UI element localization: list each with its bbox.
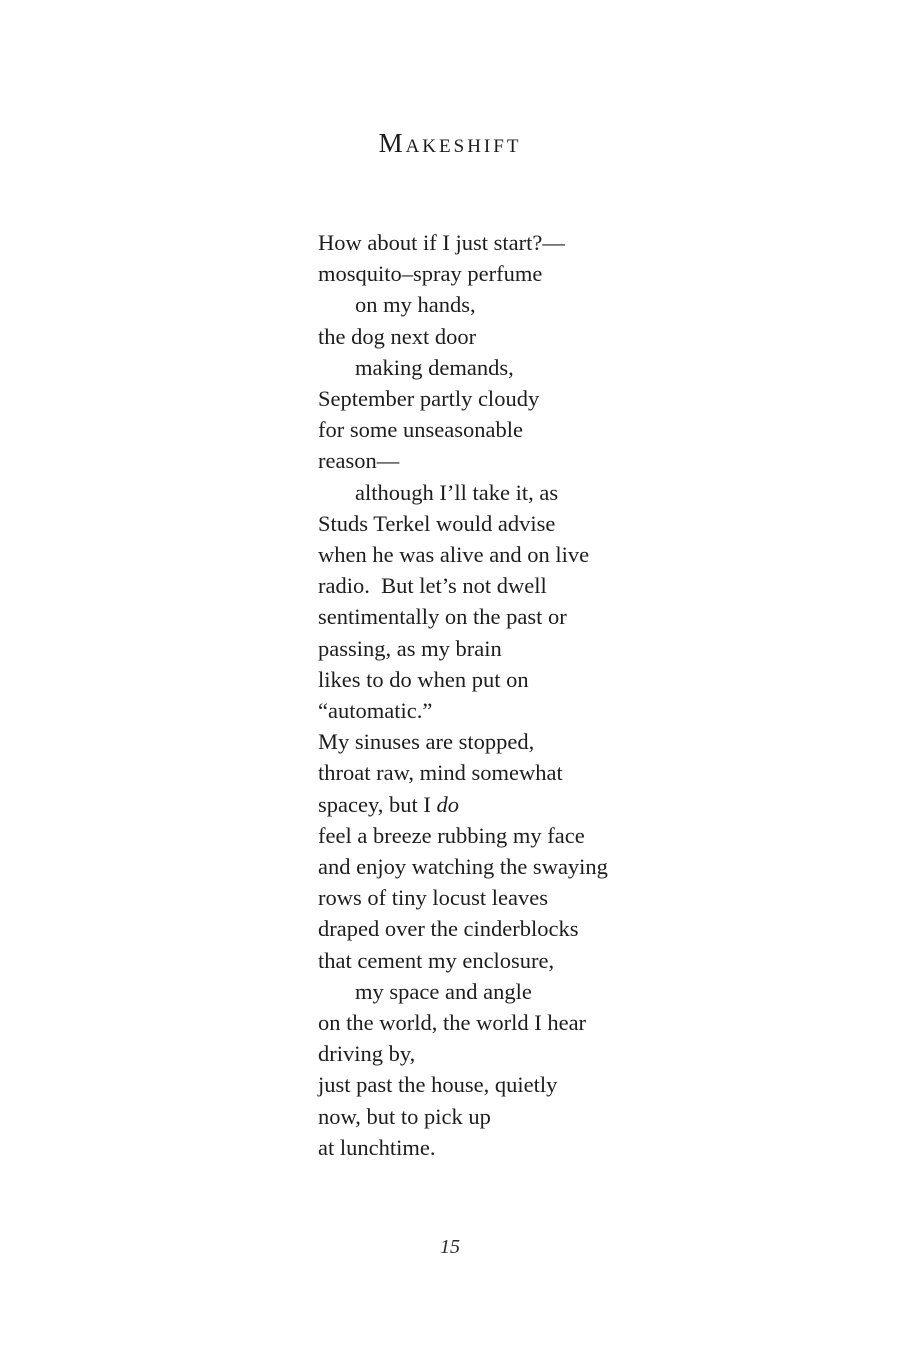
poem-line: driving by, (318, 1041, 416, 1067)
poem-line-italic-word: do (436, 791, 459, 817)
poem-line: and enjoy watching the swaying (318, 854, 608, 880)
poem-body (318, 227, 608, 1163)
poem-title: Makeshift (378, 128, 522, 158)
poem-line: Studs Terkel would advise (318, 510, 556, 536)
poem-line: passing, as my brain (318, 635, 502, 661)
poem-line: at lunchtime. (318, 1134, 436, 1160)
poem-line: likes to do when put on (318, 666, 529, 692)
page-number: 15 (440, 1236, 460, 1258)
poem-line: that cement my enclosure, (318, 947, 555, 973)
poem-line: feel a breeze rubbing my face (318, 822, 585, 848)
poem-line (318, 789, 608, 820)
poem-line: on the world, the world I hear (318, 1010, 587, 1036)
poem-line-text: spacey, but I (318, 791, 437, 817)
poem-line: How about if I just start?— (318, 230, 565, 255)
poem-line: throat raw, mind somewhat (318, 760, 563, 786)
poem-line: the dog next door (318, 323, 477, 349)
poem-line: my space and angle (355, 978, 532, 1004)
poem-line: when he was alive and on live (318, 542, 590, 568)
poem-line: radio. But let’s not dwell (318, 573, 547, 599)
poem-line: just past the house, quietly (318, 1072, 558, 1098)
poem-line: sentimentally on the past or (318, 604, 567, 630)
poem-line: on my hands, (355, 292, 476, 318)
poem-line: reason— (318, 448, 400, 474)
poem-line: draped over the cinderblocks (318, 916, 579, 942)
poem-line: mosquito–spray perfume (318, 261, 543, 287)
poem-line: now, but to pick up (318, 1103, 491, 1129)
poem-line: rows of tiny locust leaves (318, 885, 548, 911)
poem-line: September partly cloudy (318, 386, 540, 412)
poem-line: for some unseasonable (318, 417, 523, 443)
poem-line: “automatic.” (318, 698, 433, 724)
poem-line: making demands, (355, 354, 514, 380)
poem-line: although I’ll take it, as (355, 479, 559, 505)
poem-line: My sinuses are stopped, (318, 729, 535, 755)
